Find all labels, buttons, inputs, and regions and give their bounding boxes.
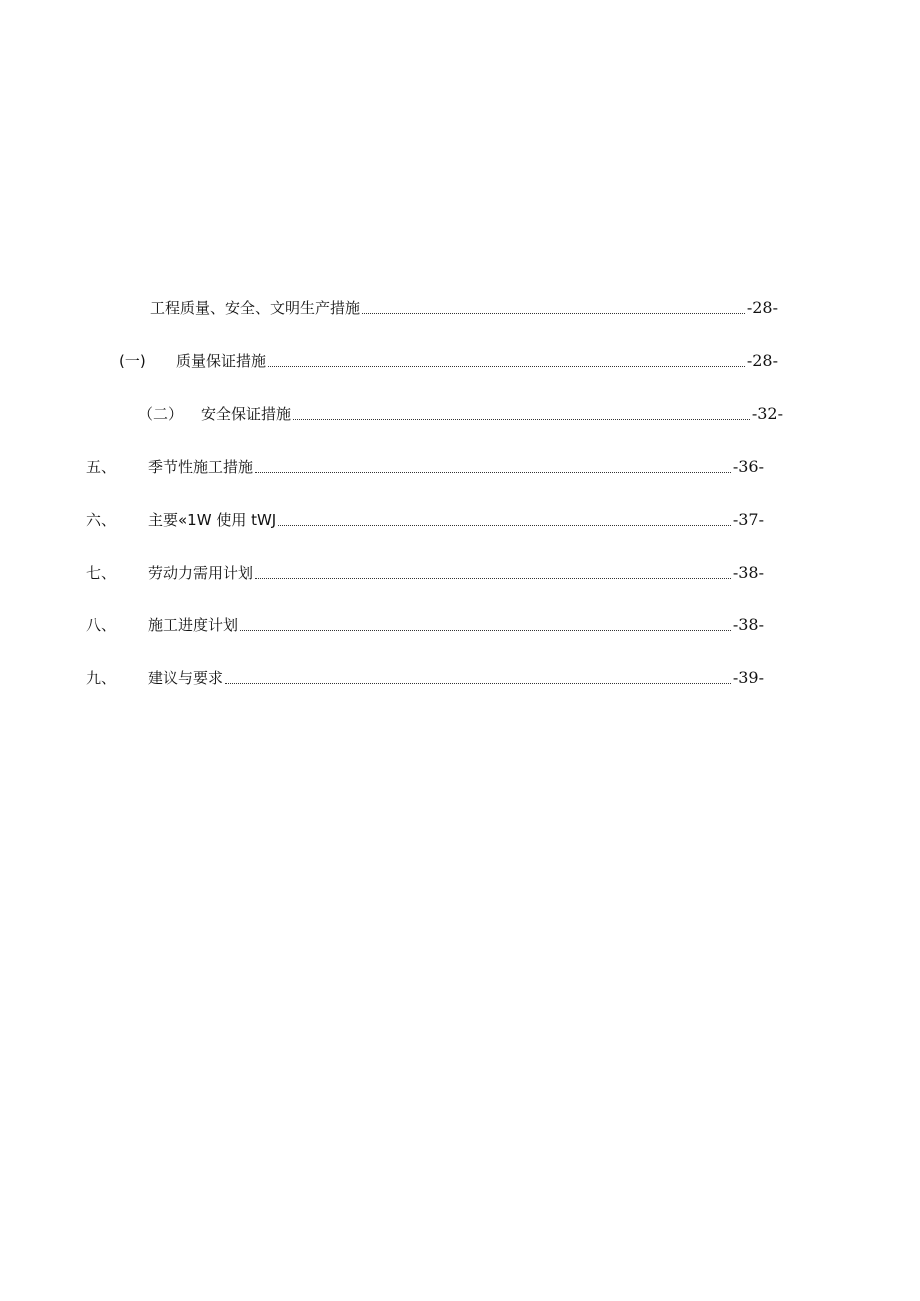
toc-entry-number: 八、: [86, 616, 117, 634]
dot-leader: [225, 683, 731, 684]
toc-entry[interactable]: [0, 400, 920, 424]
dot-leader: [293, 419, 750, 420]
toc-entry-number: 七、: [86, 564, 117, 582]
toc-entry-number: (一): [119, 352, 146, 370]
toc-entry[interactable]: [0, 294, 920, 318]
toc-entry-page: -39-: [732, 668, 764, 687]
toc-entry-page: -37-: [732, 510, 764, 529]
dot-leader: [278, 525, 731, 526]
toc-entry-page: -38-: [732, 563, 764, 582]
toc-entry-title: 主要«1W 使用 tWJ: [148, 511, 277, 529]
toc-entry-title: 安全保证措施: [201, 405, 292, 423]
toc-entry-title: 质量保证措施: [176, 352, 267, 370]
toc-entry-title: 建议与要求: [148, 669, 224, 687]
dot-leader: [255, 578, 731, 579]
toc-entry-number: （二）: [138, 405, 184, 423]
toc-entry-page: -38-: [732, 615, 764, 634]
toc-entry[interactable]: [0, 611, 920, 635]
dot-leader: [268, 366, 745, 367]
toc-entry-page: -28-: [746, 298, 778, 317]
toc-entry[interactable]: [0, 664, 920, 688]
toc-entry-number: 六、: [86, 511, 117, 529]
toc-entry-title: 季节性施工措施: [148, 458, 254, 476]
toc-entry-page: -28-: [746, 351, 778, 370]
toc-entry-number: 五、: [86, 458, 117, 476]
toc-entry-number: 九、: [86, 669, 117, 687]
toc-entry-title: 劳动力需用计划: [148, 564, 254, 582]
toc-entry[interactable]: [0, 453, 920, 477]
toc-entry-title: 工程质量、安全、文明生产措施: [150, 299, 361, 317]
toc-entry-page: -32-: [751, 404, 783, 423]
toc-entry-page: -36-: [732, 457, 764, 476]
toc-entry[interactable]: [0, 559, 920, 583]
toc-entry[interactable]: [0, 347, 920, 371]
dot-leader: [362, 313, 745, 314]
toc-entry[interactable]: [0, 506, 920, 530]
toc-entry-title: 施工进度计划: [148, 616, 239, 634]
dot-leader: [255, 472, 731, 473]
dot-leader: [240, 630, 731, 631]
